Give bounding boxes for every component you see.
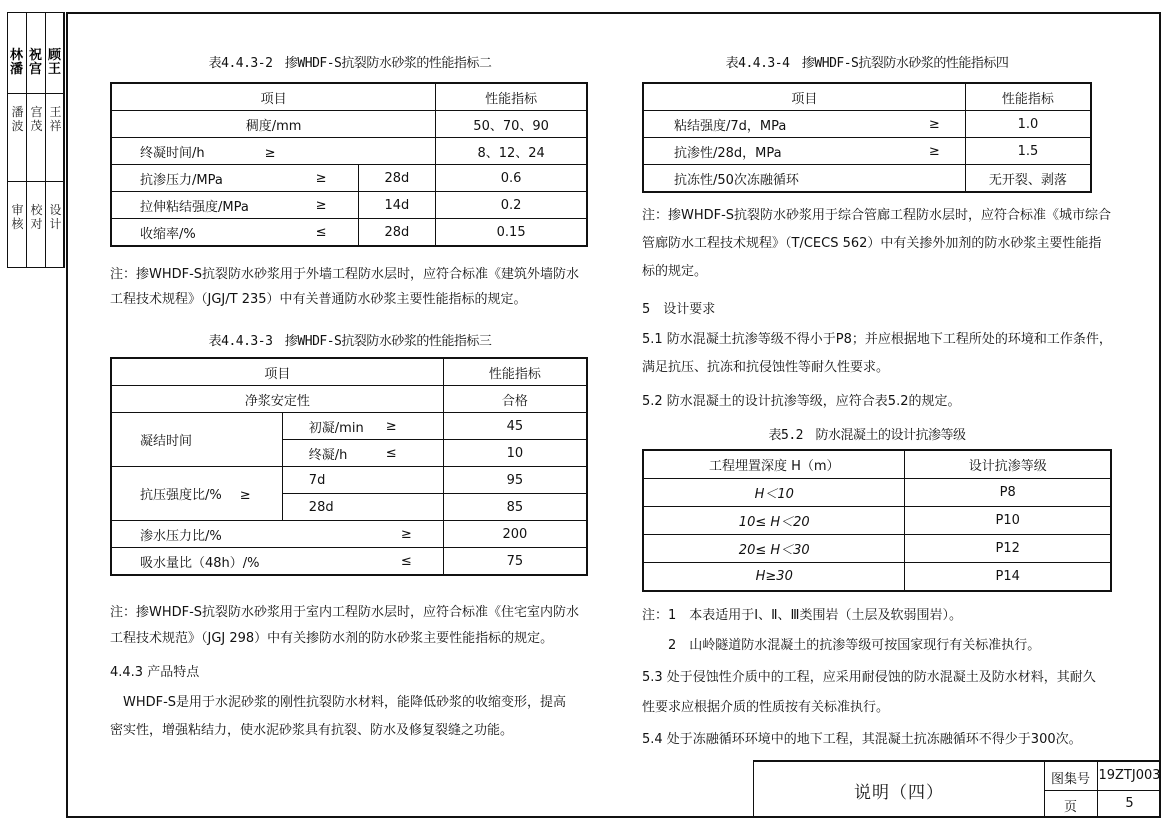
title-block-divider [1044, 790, 1161, 791]
strip-divider [8, 181, 64, 182]
approval-strip [7, 12, 65, 268]
table-cell: 净浆安定性 [111, 386, 443, 413]
name-checker: 宫茂 [30, 105, 43, 133]
table52-header-depth: 工程埋置深度 H（m） [643, 450, 905, 479]
table-row [111, 165, 587, 192]
table-cell: 10 [443, 440, 587, 467]
table-row [111, 521, 587, 548]
table3-caption: 表4.4.3-3 掺WHDF-S抗裂防水砂浆的性能指标三 [208, 334, 492, 349]
table-row [643, 111, 1091, 138]
table-cell: 凝结时间 [111, 413, 282, 467]
table-row [111, 219, 587, 247]
section-53-line2: 性要求应根据介质的性质按有关标准执行。 [642, 700, 890, 715]
table-cell: 75 [443, 548, 587, 576]
table52-caption: 表5.2 防水混凝土的设计抗渗等级 [768, 428, 966, 443]
table4-note-line1: 注：掺WHDF-S抗裂防水砂浆用于综合管廊工程防水层时，应符合标准《城市综合 [642, 208, 1112, 223]
signature-check: 祝宫 [29, 48, 42, 77]
table-cell: 28d [282, 494, 443, 521]
table-cell: ≥ [370, 413, 444, 440]
table-cell: P10 [905, 507, 1111, 535]
atlas-number: 19ZTJ003 [1098, 768, 1161, 783]
page-number: 5 [1125, 796, 1134, 811]
table52-note-line1: 注：1 本表适用于Ⅰ、Ⅱ、Ⅲ类围岩（土层及软弱围岩）。 [642, 608, 962, 623]
table-cell: 收缩率/% [111, 219, 285, 247]
table-cell: 1.0 [965, 111, 1091, 138]
table4-caption: 表4.4.3-4 掺WHDF-S抗裂防水砂浆的性能指标四 [725, 56, 1009, 71]
table-row [643, 479, 1111, 507]
table2-caption: 表4.4.3-2 掺WHDF-S抗裂防水砂浆的性能指标二 [208, 56, 492, 71]
table-row [111, 192, 587, 219]
table2-header-value: 性能指标 [436, 83, 587, 111]
table2-note-line2: 工程技术规程》（JGJ/T 235）中有关普通防水砂浆主要性能指标的规定。 [110, 292, 527, 307]
table-cell: 初凝/min [282, 413, 369, 440]
table-cell: ≥ [285, 165, 358, 192]
table3-header-item: 项目 [111, 358, 443, 386]
table-row [111, 467, 587, 494]
section-443-para-line1: WHDF-S是用于水泥砂浆的刚性抗裂防水材料，能降低砂浆的收缩变形，提高 [110, 695, 567, 710]
table-cell: 0.6 [436, 165, 587, 192]
title-block [753, 760, 1161, 818]
table-cell: 0.2 [436, 192, 587, 219]
table3 [110, 357, 588, 576]
role-check: 校对 [30, 203, 43, 231]
table-row [111, 358, 587, 386]
table2-note-line1: 注：掺WHDF-S抗裂防水砂浆用于外墙工程防水层时，应符合标准《建筑外墙防水 [110, 267, 580, 282]
table52-note-line2: 2 山岭隧道防水混凝土的抗渗等级可按国家现行有关标准执行。 [642, 638, 1041, 653]
table-row [111, 548, 587, 576]
table-cell: 95 [443, 467, 587, 494]
table-row [643, 138, 1091, 165]
table-cell: P8 [905, 479, 1111, 507]
table-cell: 200 [443, 521, 587, 548]
table-row [643, 563, 1111, 592]
name-designer: 王祥 [49, 105, 62, 133]
section-52: 5.2 防水混凝土的设计抗渗等级，应符合表5.2的规定。 [642, 394, 961, 409]
table-cell: 无开裂、剥落 [965, 165, 1091, 193]
section-54: 5.4 处于冻融循环环境中的地下工程，其混凝土抗冻融循环不得少于300次。 [642, 732, 1082, 747]
table4 [642, 82, 1092, 193]
table-row [111, 83, 587, 111]
role-design: 设计 [49, 203, 62, 231]
table-cell: 10≤ H＜20 [643, 507, 905, 535]
table-cell: ≤ [285, 219, 358, 247]
table-row [111, 138, 587, 165]
table2-header-item: 项目 [111, 83, 436, 111]
drawing-title: 说明（四） [854, 782, 944, 803]
table-cell: 稠度/mm [111, 111, 436, 138]
table-cell: 28d [358, 165, 436, 192]
section-443-para-line2: 密实性，增强粘结力，使水泥砂浆具有抗裂、防水及修复裂缝之功能。 [110, 723, 514, 738]
table-cell: 28d [358, 219, 436, 247]
table-cell: ≥ [904, 138, 966, 165]
table4-note-line2: 管廊防水工程技术规程》（T/CECS 562）中有关掺外加剂的防水砂浆主要性能指 [642, 236, 1102, 251]
table-cell-text: 终凝时间/h [140, 145, 205, 161]
signature-review: 林潘 [10, 48, 23, 77]
table-cell-text: 抗压强度比/% [140, 488, 222, 503]
table-cell: 渗水压力比/% [111, 521, 370, 548]
table4-header-item: 项目 [643, 83, 965, 111]
table-cell [111, 138, 436, 165]
table-cell: ≥ [904, 111, 966, 138]
table-cell: 抗渗性/28d，MPa [643, 138, 904, 165]
table-cell: 抗冻性/50次冻融循环 [643, 165, 965, 193]
strip-divider [8, 93, 64, 94]
section-51-line1: 5.1 防水混凝土抗渗等级不得小于P8；并应根据地下工程所处的环境和工作条件， [642, 332, 1112, 347]
table-cell: 7d [282, 467, 443, 494]
table-cell: ≥ [370, 521, 444, 548]
table-cell: 14d [358, 192, 436, 219]
table-cell: 20≤ H＜30 [643, 535, 905, 563]
table-cell: H≥30 [643, 563, 905, 592]
table-cell [111, 467, 282, 521]
table-row [111, 111, 587, 138]
table-cell: 合格 [443, 386, 587, 413]
table-cell: P14 [905, 563, 1111, 592]
table-cell: 50、70、90 [436, 111, 587, 138]
section-53-line1: 5.3 处于侵蚀性介质中的工程，应采用耐侵蚀的防水混凝土及防水材料，其耐久 [642, 670, 1096, 685]
table-row [643, 450, 1111, 479]
table4-note-line3: 标的规定。 [642, 264, 708, 279]
table-cell: ≥ [285, 192, 358, 219]
table-cell: 抗渗压力/MPa [111, 165, 285, 192]
symbol-ge: ≥ [264, 145, 276, 161]
signature-design: 顾王 [48, 48, 61, 77]
table52 [642, 449, 1112, 592]
symbol-ge: ≥ [239, 488, 251, 503]
section-443-heading: 4.4.3 产品特点 [110, 665, 200, 680]
table-row [643, 535, 1111, 563]
table-cell: H＜10 [643, 479, 905, 507]
table-row [643, 165, 1091, 193]
table-cell: P12 [905, 535, 1111, 563]
table-cell: ≤ [370, 440, 444, 467]
table-row [111, 413, 587, 440]
table-cell: 拉伸粘结强度/MPa [111, 192, 285, 219]
table-row [111, 386, 587, 413]
table-row [643, 83, 1091, 111]
table-cell: 0.15 [436, 219, 587, 247]
table3-note-line2: 工程技术规范》（JGJ 298）中有关掺防水剂的防水砂浆主要性能指标的规定。 [110, 631, 554, 646]
section-51-line2: 满足抗压、抗冻和抗侵蚀性等耐久性要求。 [642, 360, 890, 375]
table-cell: 终凝/h [282, 440, 369, 467]
table2 [110, 82, 588, 247]
table52-header-grade: 设计抗渗等级 [905, 450, 1111, 479]
table3-header-value: 性能指标 [443, 358, 587, 386]
table3-note-line1: 注：掺WHDF-S抗裂防水砂浆用于室内工程防水层时，应符合标准《住宅室内防水 [110, 605, 580, 620]
table-cell: 45 [443, 413, 587, 440]
table-cell: 8、12、24 [436, 138, 587, 165]
table-cell: 吸水量比（48h）/% [111, 548, 370, 576]
section-5-heading: 5 设计要求 [642, 302, 716, 317]
table-cell: 85 [443, 494, 587, 521]
table-cell: 1.5 [965, 138, 1091, 165]
table-row [643, 507, 1111, 535]
name-reviewer: 潘波 [11, 105, 24, 133]
table-cell: 粘结强度/7d，MPa [643, 111, 904, 138]
page-label: 页 [1063, 800, 1077, 815]
atlas-number-label: 图集号 [1050, 772, 1090, 787]
table4-header-value: 性能指标 [965, 83, 1091, 111]
role-review: 审核 [11, 203, 24, 231]
table-cell: ≤ [370, 548, 444, 576]
